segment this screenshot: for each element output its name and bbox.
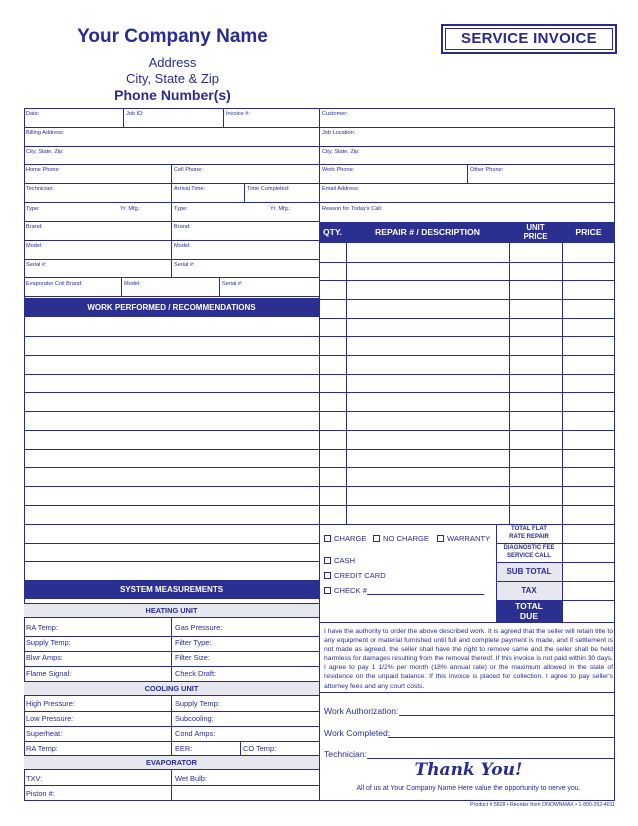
warranty-checkbox[interactable]: [437, 534, 490, 544]
email-label: Email Address:: [322, 186, 360, 192]
charge-checkbox[interactable]: [324, 534, 367, 544]
type-label-1: Type:: [26, 206, 40, 212]
warranty-label: WARRANTY: [447, 534, 491, 543]
evap-serial-label: Serial #:: [222, 281, 243, 287]
company-address: Address: [148, 55, 197, 70]
invoice-number-label: Invoice #:: [226, 111, 250, 117]
diagnostic-fee-label-2: SERVICE CALL: [507, 553, 551, 559]
cooling-ra-temp-label: RA Temp:: [26, 744, 58, 753]
job-city-label: City, State, Zip:: [322, 149, 360, 155]
home-phone-label: Home Phone:: [26, 167, 61, 173]
no-charge-checkbox[interactable]: [373, 534, 429, 544]
checkbox-icon: [373, 535, 380, 542]
flat-rate-label-2: RATE REPAIR: [509, 534, 549, 540]
checkbox-icon: [324, 572, 331, 579]
subtotal-label: SUB TOTAL: [506, 567, 552, 576]
unit-price-header-2: PRICE: [523, 232, 548, 241]
brand-label-1: Brand:: [26, 224, 43, 230]
model-label-2: Model:: [174, 243, 191, 249]
thank-you-subtext: All of us at Your Company Name Here value the opportunity to nerve you.: [356, 785, 581, 792]
cell-phone-label: Cell Phone:: [174, 167, 203, 173]
eer-label: EER:: [175, 744, 193, 753]
filter-size-label: Filter Size:: [175, 653, 210, 662]
invoice-title: SERVICE INVOICE: [445, 28, 613, 50]
price-header: PRICE: [575, 227, 602, 237]
total-due-band: [496, 600, 562, 622]
company-name: Your Company Name: [77, 26, 268, 47]
qty-header: QTY.: [322, 227, 343, 237]
no-charge-label: NO CHARGE: [383, 534, 429, 543]
arrival-time-label: Arrival Time:: [174, 186, 206, 192]
subcooling-label: Subcooling:: [175, 714, 214, 723]
job-id-label: Job ID:: [126, 111, 144, 117]
description-header: REPAIR # / DESCRIPTION: [375, 227, 480, 237]
gas-pressure-label: Gas Pressure:: [175, 623, 223, 632]
diagnostic-fee-label-1: DIAGNOSTIC FEE: [503, 545, 555, 551]
total-due-label-1: TOTAL: [515, 601, 543, 611]
check-checkbox[interactable]: [324, 586, 367, 596]
heating-unit-header: HEATING UNIT: [24, 603, 319, 618]
cooling-supply-temp-label: Supply Temp:: [175, 699, 220, 708]
cond-amps-label: Cond Amps:: [175, 729, 216, 738]
tax-label: TAX: [521, 586, 537, 595]
check-draft-label: Check Draft:: [175, 669, 217, 678]
work-phone-label: Work Phone:: [322, 167, 355, 173]
total-due-label-2: DUE: [519, 611, 539, 621]
checkbox-icon: [437, 535, 444, 542]
checkbox-icon: [324, 535, 331, 542]
wet-bulb-label: Wet Bulb:: [175, 774, 207, 783]
system-measurements-header: SYSTEM MEASUREMENTS: [24, 580, 319, 599]
yr-mfg-label-2: Yr. Mfg.:: [270, 206, 291, 212]
work-authorization-label: Work Authorization:: [324, 706, 399, 716]
check-number-field[interactable]: [367, 594, 484, 595]
cash-label: CASH: [334, 556, 356, 565]
work-completed-label: Work Completed:: [324, 728, 391, 738]
piston-label: Piston #:: [26, 789, 55, 798]
work-completed-line[interactable]: [388, 737, 614, 738]
technician-sign-line[interactable]: [367, 758, 614, 759]
charge-label: CHARGE: [334, 534, 367, 543]
other-phone-label: Other Phone:: [470, 167, 504, 173]
terms-text: I have the authority to order the above described work. It is agreed that the seller will retain title to any equipment or material furnished until full and complete payment is made, and if settlement is not made as agreed, the seller shall have the right to remove same and the seller shall be held harmless for damages resulting from the removal thereof. If this invoice is not paid within 30 days, I agree to pay 1 1/2% per month (18% annual rate) or the maximum allowed in the state of residence on the unpaid balance. If this invoice is placed for collection, I agree to pay seller's attorney fees and any court costs.: [324, 628, 613, 690]
yr-mfg-label-1: Yr. Mfg.:: [120, 206, 141, 212]
flame-signal-label: Flame Signal:: [26, 669, 72, 678]
serial-label-1: Serial #:: [26, 262, 47, 268]
evaporator-header: EVAPORATOR: [24, 755, 319, 770]
invoice-title-box: [441, 24, 617, 54]
work-authorization-line[interactable]: [399, 715, 614, 716]
credit-card-label: CREDIT CARD: [334, 571, 386, 580]
check-label: CHECK #: [334, 586, 367, 595]
product-footer: Product # 5828 • Reorder from ONOWNMAX • 1-800-252-4011: [470, 802, 615, 808]
credit-card-checkbox[interactable]: [324, 571, 386, 581]
time-completed-label: Time Completed:: [247, 186, 290, 192]
terms-divider: [319, 692, 615, 693]
technician-sign-label: Technician:: [324, 749, 367, 759]
type-label-2: Type:: [174, 206, 188, 212]
superheat-label: Superheat:: [26, 729, 63, 738]
unit-price-header-1: UNIT: [526, 223, 545, 232]
txv-label: TXV:: [26, 774, 43, 783]
center-divider: [319, 108, 320, 801]
reason-label: Reason for Today's Call:: [322, 206, 383, 212]
customer-label: Customer:: [322, 111, 348, 117]
company-phone: Phone Number(s): [114, 87, 231, 103]
checkbox-icon: [324, 587, 331, 594]
filter-type-label: Filter Type:: [175, 638, 212, 647]
cash-checkbox[interactable]: [324, 556, 355, 566]
thank-you: Thank You!: [414, 760, 523, 780]
co-temp-label: CO Temp:: [243, 744, 277, 753]
items-table-header: [319, 222, 615, 243]
brand-label-2: Brand:: [174, 224, 191, 230]
serial-label-2: Serial #:: [174, 262, 195, 268]
low-pressure-label: Low Pressure:: [26, 714, 74, 723]
model-label-1: Model:: [26, 243, 43, 249]
blwr-amps-label: Blwr Amps:: [26, 653, 63, 662]
date-label: Date:: [26, 111, 40, 117]
evap-coil-brand-label: Evaporator Coil Brand:: [26, 281, 83, 287]
work-performed-header: WORK PERFORMED / RECOMMENDATIONS: [24, 298, 319, 317]
ra-temp-label: RA Temp:: [26, 623, 58, 632]
billing-address-label: Billing Address:: [26, 130, 65, 136]
technician-label: Technician:: [26, 186, 54, 192]
supply-temp-label: Supply Temp:: [26, 638, 71, 647]
billing-city-label: City, State, Zip:: [26, 149, 64, 155]
evap-model-label: Model:: [124, 281, 141, 287]
cooling-unit-header: COOLING UNIT: [24, 681, 319, 696]
flat-rate-label-1: TOTAL FLAT: [511, 526, 547, 532]
company-city: City, State & Zip: [126, 71, 219, 86]
job-location-label: Job Location:: [322, 130, 356, 136]
high-pressure-label: High Pressure:: [26, 699, 75, 708]
checkbox-icon: [324, 557, 331, 564]
